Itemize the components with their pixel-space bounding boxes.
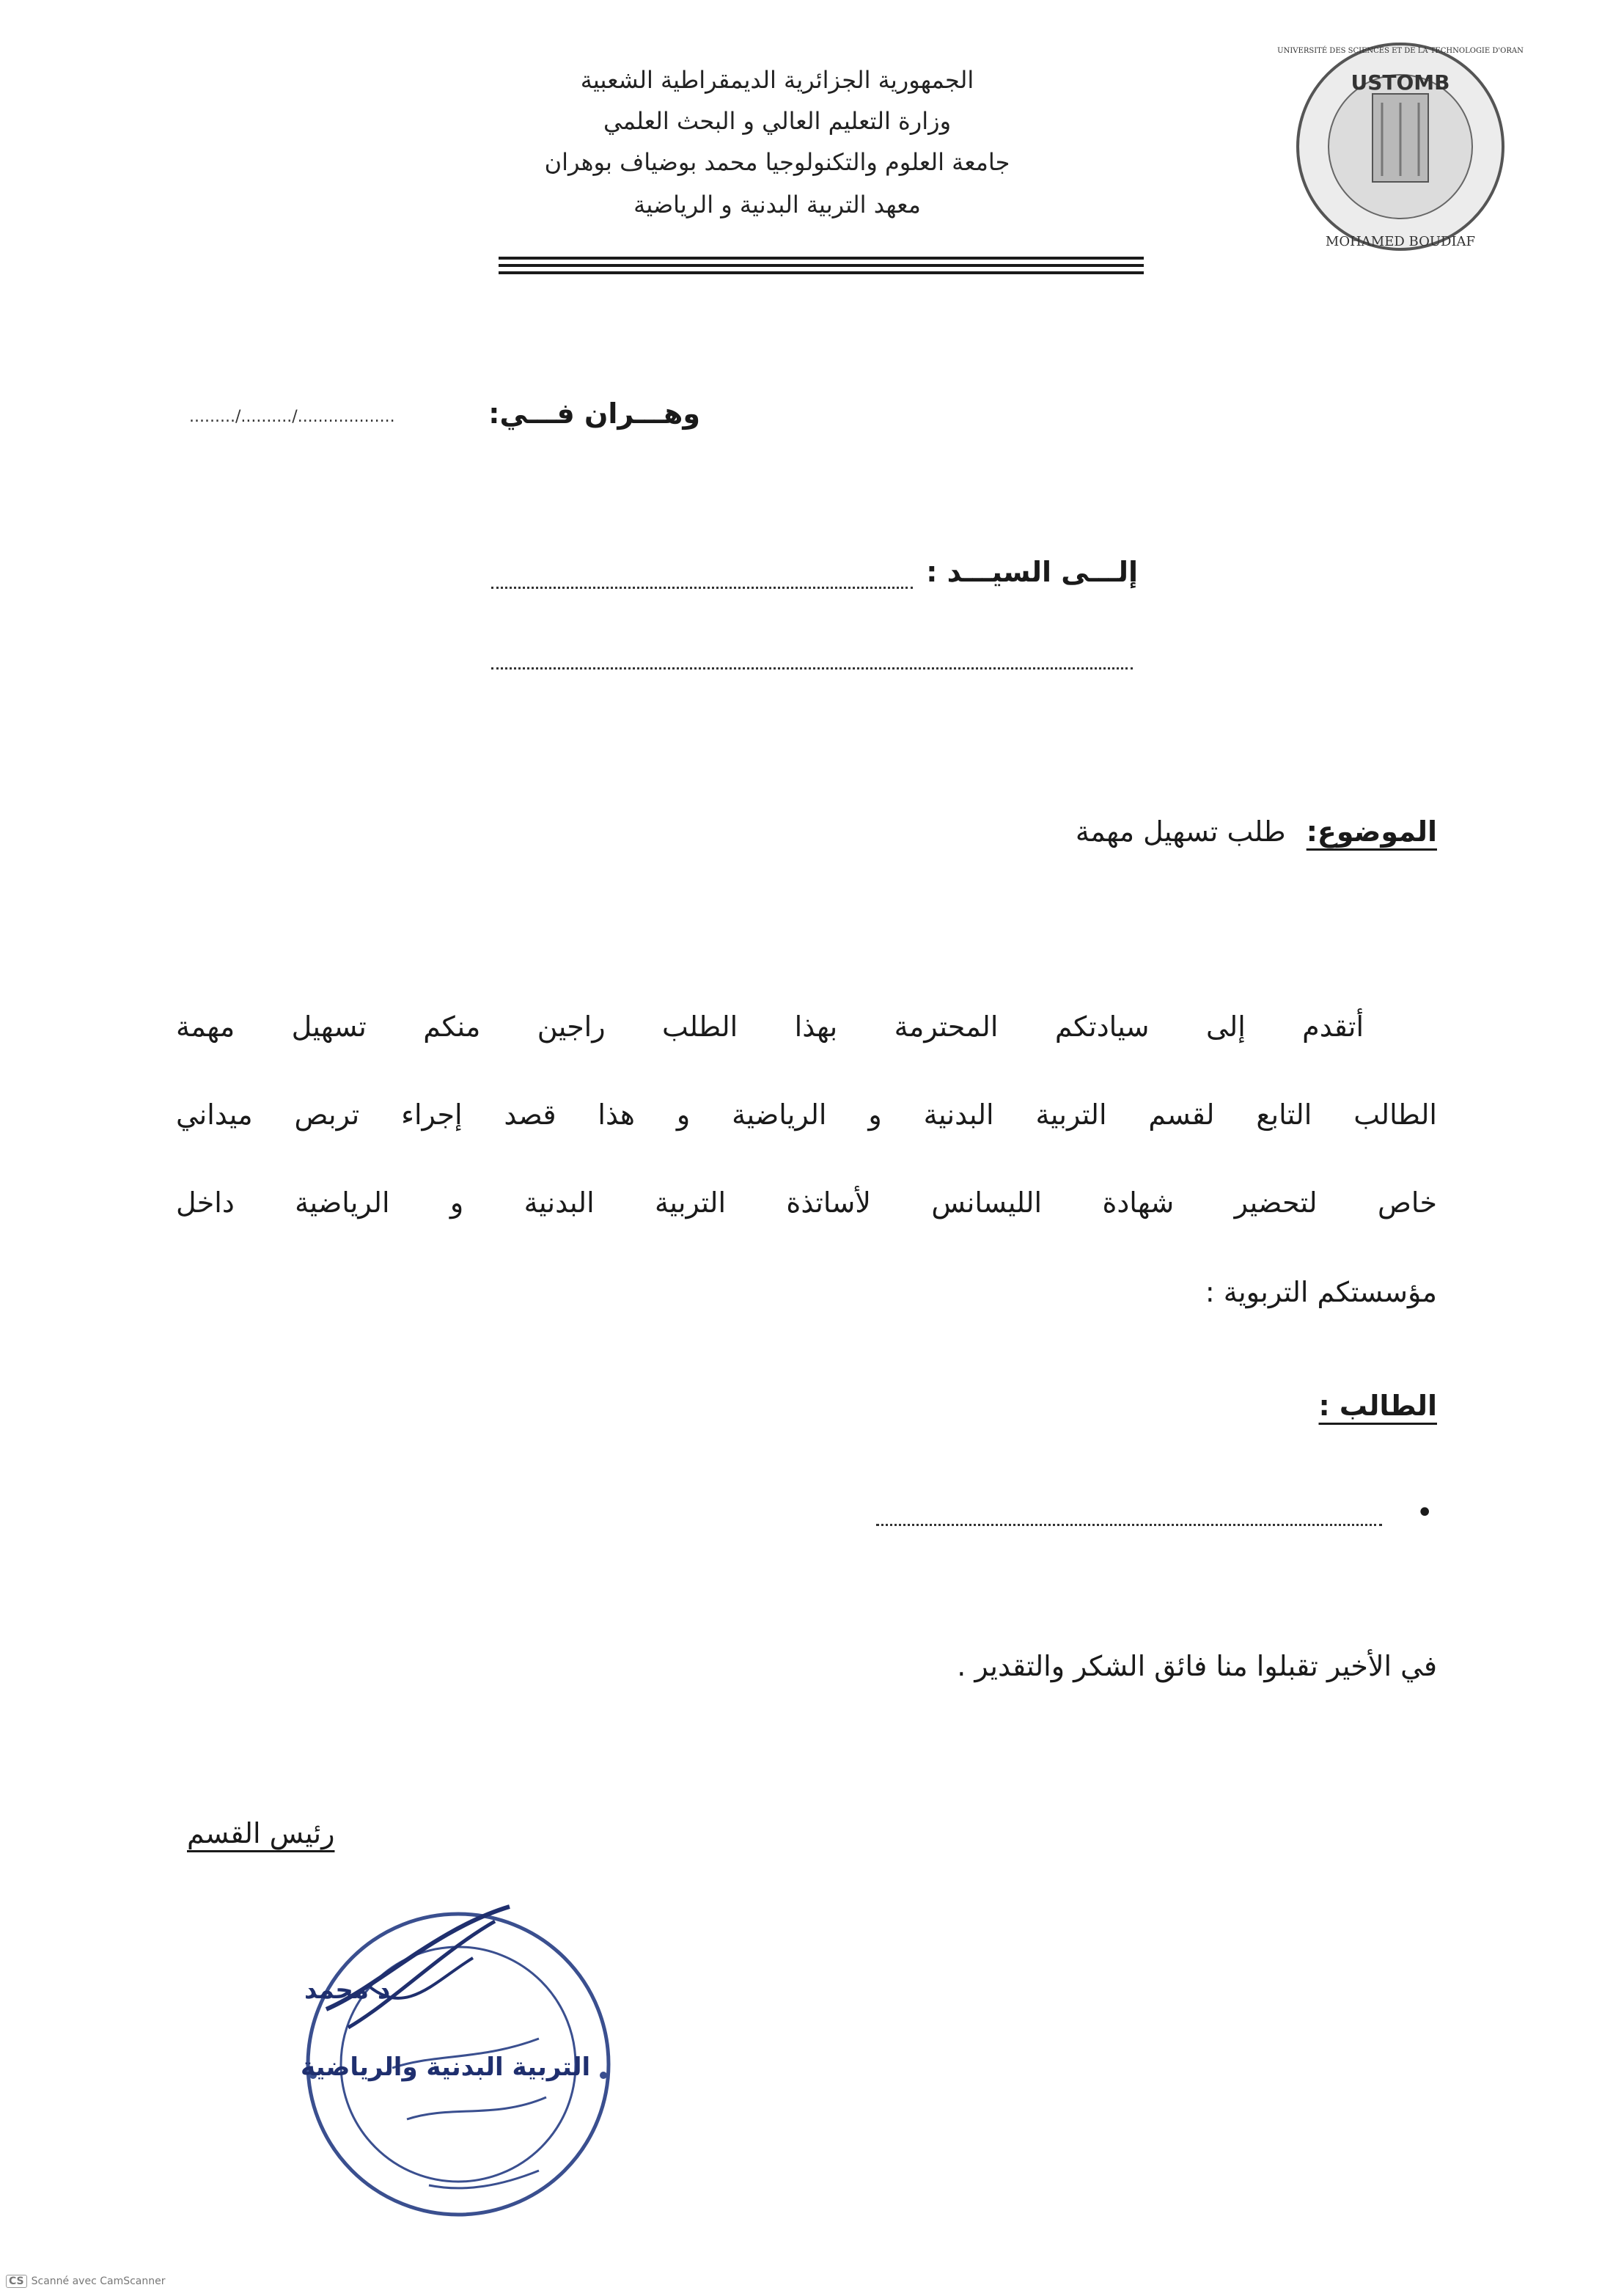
addressee-label: إلـــى السيـــد : [926, 556, 1138, 588]
body-line-2: الطالب التابع لقسم التربية البدنية و الرياضية و هذا قصد إجراء تربص ميداني [176, 1099, 1437, 1131]
body-line-1: أتقدم إلى سيادتكم المحترمة بهذا الطلب راجين منكم تسهيل مهمة [176, 1011, 1364, 1043]
student-bullet: • [1416, 1496, 1433, 1530]
camscanner-icon: CS [6, 2275, 27, 2288]
signature-title: رئيس القسم [187, 1817, 335, 1849]
header-line-institute: معهد التربية البدنية و الرياضية [633, 191, 921, 219]
signature-name: د محمد [304, 1976, 391, 2005]
header-line-ministry: وزارة التعليم العالي و البحث العلمي [603, 107, 952, 135]
scanner-footer-text: Scanné avec CamScanner [31, 2275, 166, 2287]
seal-ring-top: UNIVERSITÉ DES SCIENCES ET DE LA TECHNOLOGIE D'ORAN [1277, 47, 1524, 55]
body-line-3: خاص لتحضير شهادة الليسانس لأساتذة التربية البدنية و الرياضية داخل [176, 1186, 1437, 1219]
seal-ring-bottom: MOHAMED BOUDIAF [1325, 234, 1476, 249]
student-label: الطالب : [1318, 1390, 1437, 1422]
header-line-university: جامعة العلوم والتكنولوجيا محمد بوضياف بوهران [544, 148, 1010, 176]
scanner-footer [6, 2275, 166, 2288]
addressee-field-line1[interactable] [491, 587, 913, 589]
header-line-republic: الجمهورية الجزائرية الديمقراطية الشعبية [580, 66, 974, 94]
official-stamp [128, 1899, 656, 2229]
date-label: وهـــران فـــي: [488, 397, 700, 430]
addressee-field-line2[interactable] [491, 667, 1133, 670]
student-name-field[interactable] [876, 1524, 1382, 1526]
body-line-4: مؤسستكم التربوية : [1205, 1276, 1437, 1308]
header-divider [499, 257, 1144, 279]
university-seal [1277, 37, 1524, 271]
closing-text: في الأخير تقبلوا منا فائق الشكر والتقدير . [957, 1650, 1437, 1682]
date-field[interactable]: ........./........../................... [189, 408, 395, 426]
subject-value: طلب تسهيل مهمة [1075, 815, 1286, 848]
subject-label: الموضوع: [1306, 815, 1437, 848]
seal-name: USTOMB [1351, 70, 1450, 95]
subject [1076, 815, 1437, 848]
signature-department: التربية البدنية والرياضية [301, 2053, 591, 2082]
